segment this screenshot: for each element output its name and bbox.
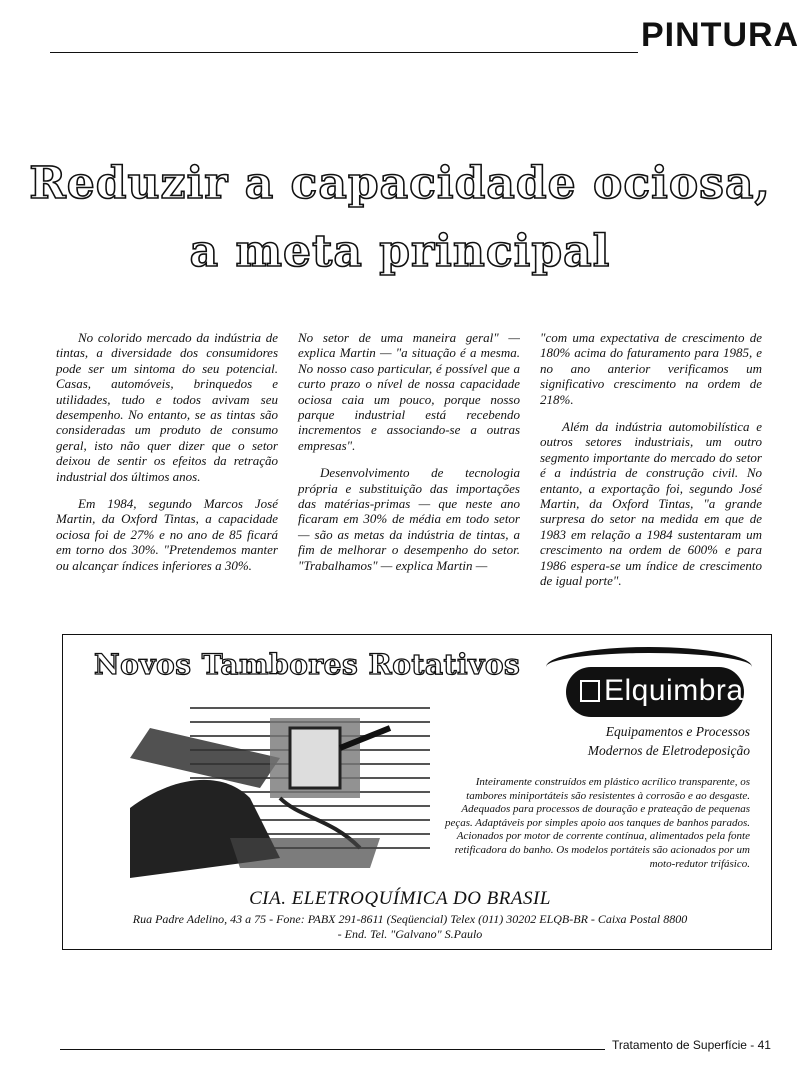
ad-tagline: [490, 722, 750, 760]
product-photo: [130, 688, 430, 878]
company-name: CIA. ELETROQUÍMICA DO BRASIL: [249, 888, 551, 909]
article-column-3: [540, 330, 762, 601]
header-rule: [50, 52, 638, 53]
section-title: PINTURA: [641, 16, 800, 54]
tagline-line-2: Modernos de Eletrodeposição: [587, 743, 750, 758]
tagline-line-1: Equipamentos e Processos: [605, 724, 750, 739]
article-column-1: [56, 330, 278, 585]
brand-logo: [580, 674, 744, 708]
headline-line-1: Reduzir a capacidade ociosa,: [29, 158, 771, 209]
ad-description: Inteiramente construídos em plástico acrílico transparente, os tambores miniportáteis são resistentes à corrosão e ao desgaste. Adequados para processos de douração e prateação de pequenas peças. Adaptáveis por simples apoio aos tanques de banhos parados. Acionados por motor de corrente contínua, alimentados pela fonte retificadora do banho. Os modelos portáteis são acionados por um moto-redutor trifásico.: [444, 776, 750, 870]
logo-mark-icon: [580, 680, 600, 702]
paragraph: No colorido mercado da indústria de tintas, a diversidade dos consumidores pode ser um sintoma do seu potencial. Casas, automóveis, brinquedos e utilidades, tudo e todos avivam seu desempenho. No entanto, se as tintas são consideradas um produto de consumo geral, isto não quer dizer que o setor deixou de sentir os efeitos da retração industrial dos últimos anos.: [56, 330, 278, 484]
paragraph: Desenvolvimento de tecnologia própria e substituição das importações das matérias-primas — que neste ano ficaram em 30% de média em todo setor — são as metas da indústria de tintas, a fim de melhorar o desempenho do setor. "Trabalhamos" — explica Martin —: [298, 465, 520, 573]
paragraph: Em 1984, segundo Marcos José Martin, da Oxford Tintas, a capacidade ociosa foi de 27% e no ano de 85 ficará em torno dos 30%. "Pretendemos manter ou alcançar índices inferiores a 30%.: [56, 496, 278, 573]
brand-name: Elquimbra: [604, 674, 744, 707]
paragraph: No setor de uma maneira geral" — explica Martin — "a situação é a mesma. No nosso caso particular, é possível que a curto prazo o nível de nossa capacidade ociosa caia um pouco, porque nosso parque industrial está recebendo incrementos e associando-se a outras empresas".: [298, 330, 520, 453]
ad-title: Novos Tambores Rotativos: [94, 648, 521, 681]
footer-rule: [60, 1049, 605, 1050]
headline-line-2: a meta principal: [189, 226, 611, 277]
paragraph: "com uma expectativa de crescimento de 180% acima do faturamento para 1985, e no ano anterior verificamos um significativo crescimento na ordem de 218%.: [540, 330, 762, 407]
article-column-2: [298, 330, 520, 585]
address-line-2: - End. Tel. "Galvano" S.Paulo: [337, 927, 483, 941]
page-footer: Tratamento de Superfície - 41: [612, 1038, 771, 1052]
paragraph: Além da indústria automobilística e outros setores industriais, um outro segmento importante do mercado do setor é a indústria de construção civil. No entanto, a exportação foi, segundo José Martin, da Oxford Tintas, "a grande surpresa do setor na medida em que de 1983 em relação a 1984 sustentaram um crescimento na ordem de 600% e para 1986 espera-se um índice de crescimento de igual porte".: [540, 419, 762, 589]
company-address: [90, 912, 730, 942]
address-line-1: Rua Padre Adelino, 43 a 75 - Fone: PABX 291-8611 (Seqüencial) Telex (011) 30202 ELQB-BR - Caixa Postal 8800: [132, 912, 688, 926]
